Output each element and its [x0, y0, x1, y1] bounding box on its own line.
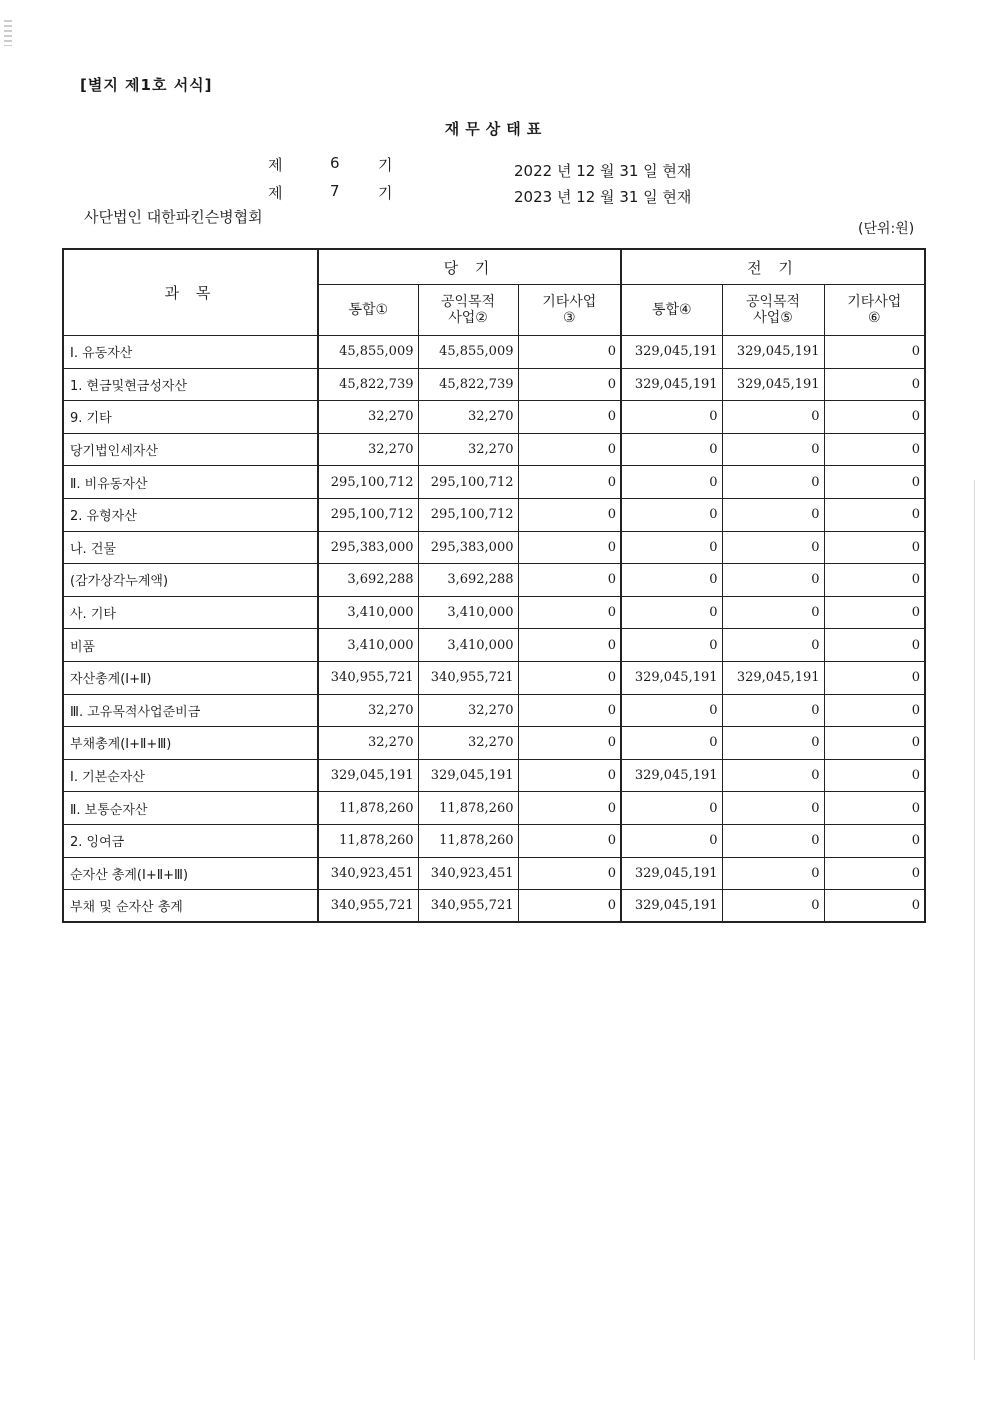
table-row — [63, 694, 925, 727]
table-row — [63, 498, 925, 531]
amount-cell: 0 — [824, 759, 925, 792]
amount-cell: 0 — [722, 890, 824, 923]
amount-cell: 329,045,191 — [621, 368, 722, 401]
account-cell: Ⅲ. 고유목적사업준비금 — [63, 694, 318, 727]
amount-cell: 3,692,288 — [418, 564, 518, 597]
amount-cell: 32,270 — [418, 727, 518, 760]
amount-cell: 0 — [824, 498, 925, 531]
amount-cell: 0 — [722, 824, 824, 857]
amount-cell: 0 — [518, 824, 621, 857]
amount-cell: 0 — [722, 498, 824, 531]
amount-cell: 0 — [824, 596, 925, 629]
table-row — [63, 401, 925, 434]
amount-cell: 0 — [824, 857, 925, 890]
amount-cell: 329,045,191 — [621, 857, 722, 890]
amount-cell: 0 — [621, 531, 722, 564]
column-header — [318, 285, 418, 336]
column-header — [722, 285, 824, 336]
table-row — [63, 596, 925, 629]
balance-sheet-table — [62, 248, 926, 923]
amount-cell: 45,822,739 — [318, 368, 418, 401]
table-row — [63, 857, 925, 890]
amount-cell: 3,692,288 — [318, 564, 418, 597]
amount-cell: 295,100,712 — [418, 466, 518, 499]
column-header — [824, 285, 925, 336]
table-row — [63, 629, 925, 662]
column-header-line: 사업⑤ — [753, 310, 793, 326]
amount-cell: 0 — [722, 531, 824, 564]
column-header-line: 통합① — [348, 302, 389, 318]
amount-cell: 0 — [621, 694, 722, 727]
table-row — [63, 466, 925, 499]
amount-cell: 340,923,451 — [418, 857, 518, 890]
amount-cell: 329,045,191 — [418, 759, 518, 792]
account-cell: Ⅱ. 보통순자산 — [63, 792, 318, 825]
amount-cell: 0 — [518, 336, 621, 369]
amount-cell: 0 — [518, 629, 621, 662]
amount-cell: 0 — [518, 368, 621, 401]
amount-cell: 0 — [621, 466, 722, 499]
account-cell: 비품 — [63, 629, 318, 662]
amount-cell: 0 — [722, 857, 824, 890]
table-row — [63, 336, 925, 369]
amount-cell: 32,270 — [418, 401, 518, 434]
amount-cell: 11,878,260 — [318, 792, 418, 825]
table-row — [63, 661, 925, 694]
amount-cell: 0 — [824, 727, 925, 760]
amount-cell: 0 — [824, 368, 925, 401]
period-label: 제 — [268, 184, 283, 202]
amount-cell: 0 — [518, 661, 621, 694]
account-cell: (감가상각누계액) — [63, 564, 318, 597]
amount-cell: 45,822,739 — [418, 368, 518, 401]
amount-cell: 0 — [722, 727, 824, 760]
amount-cell: 340,923,451 — [318, 857, 418, 890]
account-cell: 9. 기타 — [63, 401, 318, 434]
amount-cell: 0 — [518, 564, 621, 597]
amount-cell: 0 — [824, 694, 925, 727]
table-row — [63, 368, 925, 401]
amount-cell: 340,955,721 — [418, 661, 518, 694]
account-cell: Ⅱ. 비유동자산 — [63, 466, 318, 499]
amount-cell: 0 — [824, 401, 925, 434]
account-cell: 1. 현금및현금성자산 — [63, 368, 318, 401]
table-row — [63, 824, 925, 857]
table-row — [63, 759, 925, 792]
amount-cell: 329,045,191 — [621, 661, 722, 694]
account-cell: 부채 및 순자산 총계 — [63, 890, 318, 923]
amount-cell: 0 — [824, 433, 925, 466]
table-row — [63, 890, 925, 923]
table-row — [63, 792, 925, 825]
period-date: 2022 년 12 월 31 일 현재 — [514, 162, 692, 180]
amount-cell: 0 — [824, 792, 925, 825]
amount-cell: 11,878,260 — [318, 824, 418, 857]
amount-cell: 0 — [722, 564, 824, 597]
amount-cell: 0 — [824, 661, 925, 694]
amount-cell: 45,855,009 — [418, 336, 518, 369]
amount-cell: 45,855,009 — [318, 336, 418, 369]
amount-cell: 0 — [824, 824, 925, 857]
amount-cell: 0 — [518, 531, 621, 564]
amount-cell: 0 — [722, 466, 824, 499]
amount-cell: 0 — [518, 792, 621, 825]
prior-period-header: 전 기 — [621, 249, 925, 285]
amount-cell: 0 — [824, 531, 925, 564]
column-header — [621, 285, 722, 336]
amount-cell: 0 — [518, 727, 621, 760]
amount-cell: 295,100,712 — [318, 466, 418, 499]
account-cell: 자산총계(Ⅰ+Ⅱ) — [63, 661, 318, 694]
column-header — [518, 285, 621, 336]
account-cell: Ⅰ. 유동자산 — [63, 336, 318, 369]
amount-cell: 0 — [621, 824, 722, 857]
amount-cell: 0 — [824, 466, 925, 499]
amount-cell: 0 — [722, 694, 824, 727]
amount-cell: 340,955,721 — [318, 661, 418, 694]
account-cell: 2. 잉여금 — [63, 824, 318, 857]
amount-cell: 0 — [518, 857, 621, 890]
amount-cell: 0 — [518, 433, 621, 466]
account-cell: 부채총계(Ⅰ+Ⅱ+Ⅲ) — [63, 727, 318, 760]
amount-cell: 329,045,191 — [621, 336, 722, 369]
period-label: 제 — [268, 156, 283, 174]
amount-cell: 329,045,191 — [621, 890, 722, 923]
amount-cell: 3,410,000 — [318, 629, 418, 662]
table-header — [63, 249, 925, 336]
account-cell: 당기법인세자산 — [63, 433, 318, 466]
account-cell: 나. 건물 — [63, 531, 318, 564]
period-gi: 기 — [378, 156, 393, 174]
form-label: [별지 제1호 서식] — [80, 76, 213, 94]
amount-cell: 0 — [621, 564, 722, 597]
account-cell: 2. 유형자산 — [63, 498, 318, 531]
amount-cell: 3,410,000 — [318, 596, 418, 629]
column-header-line: 공익목적 — [440, 294, 496, 310]
amount-cell: 32,270 — [418, 694, 518, 727]
amount-cell: 0 — [518, 466, 621, 499]
column-header-line: ⑥ — [868, 310, 881, 326]
amount-cell: 32,270 — [318, 433, 418, 466]
scan-artifact — [4, 20, 12, 46]
period-gi: 기 — [378, 184, 393, 202]
organization-name: 사단법인 대한파킨슨병협회 — [84, 208, 263, 226]
amount-cell: 0 — [722, 629, 824, 662]
amount-cell: 329,045,191 — [722, 368, 824, 401]
amount-cell: 0 — [518, 401, 621, 434]
amount-cell: 11,878,260 — [418, 792, 518, 825]
amount-cell: 32,270 — [318, 727, 418, 760]
table-row — [63, 727, 925, 760]
amount-cell: 0 — [621, 792, 722, 825]
account-cell: 사. 기타 — [63, 596, 318, 629]
table-body — [63, 336, 925, 923]
amount-cell: 0 — [518, 890, 621, 923]
amount-cell: 11,878,260 — [418, 824, 518, 857]
account-cell: Ⅰ. 기본순자산 — [63, 759, 318, 792]
amount-cell: 32,270 — [318, 694, 418, 727]
amount-cell: 0 — [722, 759, 824, 792]
amount-cell: 295,383,000 — [318, 531, 418, 564]
amount-cell: 32,270 — [318, 401, 418, 434]
amount-cell: 0 — [518, 759, 621, 792]
amount-cell: 0 — [824, 890, 925, 923]
table-row — [63, 564, 925, 597]
amount-cell: 0 — [518, 596, 621, 629]
page-title: 재무상태표 — [444, 120, 548, 138]
amount-cell: 0 — [621, 596, 722, 629]
amount-cell: 3,410,000 — [418, 596, 518, 629]
table-row — [63, 531, 925, 564]
column-header-line: ③ — [562, 310, 576, 326]
amount-cell: 329,045,191 — [318, 759, 418, 792]
period-number: 6 — [330, 154, 340, 172]
amount-cell: 0 — [518, 498, 621, 531]
amount-cell: 295,100,712 — [418, 498, 518, 531]
amount-cell: 0 — [722, 433, 824, 466]
amount-cell: 0 — [621, 498, 722, 531]
amount-cell: 0 — [518, 694, 621, 727]
amount-cell: 0 — [621, 629, 722, 662]
column-header-line: 통합④ — [651, 302, 692, 318]
column-header-line: 사업② — [448, 310, 488, 326]
amount-cell: 3,410,000 — [418, 629, 518, 662]
column-header-line: 기타사업 — [542, 294, 597, 310]
amount-cell: 0 — [824, 336, 925, 369]
amount-cell: 0 — [824, 629, 925, 662]
amount-cell: 0 — [722, 792, 824, 825]
amount-cell: 0 — [621, 727, 722, 760]
current-period-header: 당 기 — [318, 249, 621, 285]
amount-cell: 0 — [824, 564, 925, 597]
column-header-line: 기타사업 — [847, 294, 902, 310]
unit-label: (단위:원) — [858, 221, 915, 237]
period-date: 2023 년 12 월 31 일 현재 — [514, 188, 692, 206]
amount-cell: 340,955,721 — [318, 890, 418, 923]
subject-header: 과 목 — [63, 249, 318, 336]
amount-cell: 295,383,000 — [418, 531, 518, 564]
amount-cell: 0 — [722, 401, 824, 434]
table-row — [63, 433, 925, 466]
column-header — [418, 285, 518, 336]
period-number: 7 — [330, 182, 340, 200]
amount-cell: 0 — [621, 401, 722, 434]
amount-cell: 32,270 — [418, 433, 518, 466]
column-header-line: 공익목적 — [745, 294, 801, 310]
amount-cell: 329,045,191 — [722, 336, 824, 369]
amount-cell: 0 — [621, 433, 722, 466]
amount-cell: 329,045,191 — [621, 759, 722, 792]
amount-cell: 0 — [722, 596, 824, 629]
scan-edge-line — [974, 480, 975, 1360]
account-cell: 순자산 총계(Ⅰ+Ⅱ+Ⅲ) — [63, 857, 318, 890]
amount-cell: 295,100,712 — [318, 498, 418, 531]
amount-cell: 340,955,721 — [418, 890, 518, 923]
amount-cell: 329,045,191 — [722, 661, 824, 694]
